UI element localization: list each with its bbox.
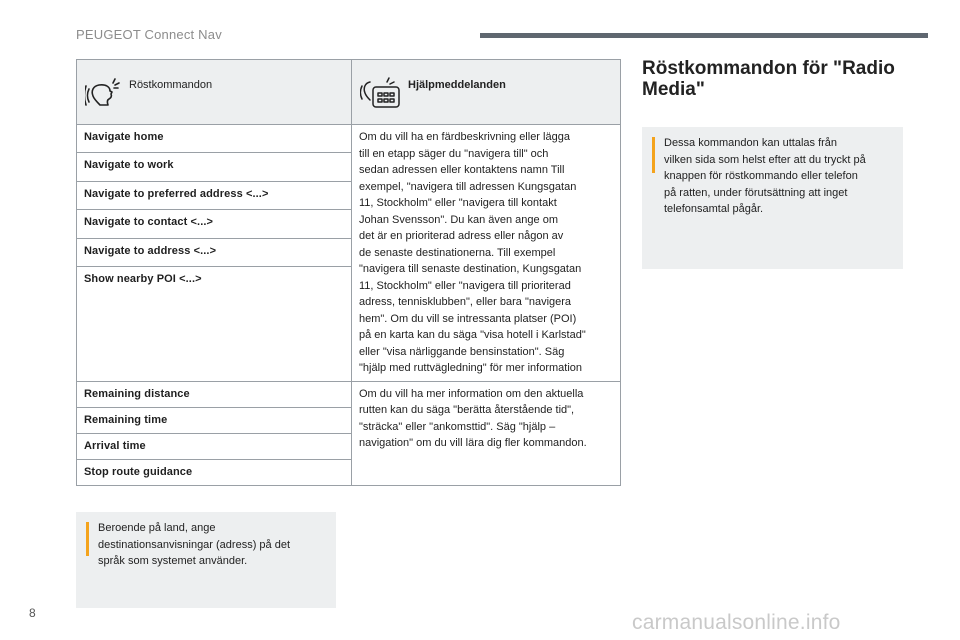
help-message-icon <box>360 74 402 110</box>
help-line: exempel, "navigera till adressen Kungsgatan <box>359 180 577 193</box>
help-line: 11, Stockholm" eller "navigera till kontakt <box>359 197 557 209</box>
command-cell: Navigate to preferred address <...> <box>77 181 352 209</box>
command-cell: Navigate to work <box>77 153 352 181</box>
note-accent-bar <box>652 137 655 173</box>
help-text-route-info <box>352 381 621 485</box>
table-header-row <box>77 60 621 125</box>
header-rule <box>480 33 928 38</box>
command-cell: Remaining distance <box>77 381 352 407</box>
command-cell: Navigate to address <...> <box>77 238 352 266</box>
section-title-line: Media" <box>642 79 705 101</box>
note-line: vilken sida som helst efter att du tryckt på <box>664 153 866 166</box>
note-line: på ratten, under förutsättning att inget <box>664 186 848 199</box>
help-line: det är en prioriterad adress eller någon av <box>359 230 564 242</box>
help-line: de senaste destinationerna. Till exempel <box>359 246 556 259</box>
note-line: destinationsanvisningar (adress) på det <box>98 538 291 551</box>
note-line: knappen för röstkommando eller telefon <box>664 170 858 182</box>
section-title-line: Röstkommandon för "Radio <box>642 58 895 79</box>
table-header-help-label: Hjälpmeddelanden <box>408 78 506 91</box>
voice-command-icon <box>85 75 123 109</box>
command-cell: Show nearby POI <...> <box>77 266 352 381</box>
page-number: 8 <box>29 606 36 620</box>
help-line: till en etapp säger du "navigera till" och <box>359 147 549 160</box>
help-line: hem". Om du vill se intressanta platser (POI) <box>359 312 577 325</box>
watermark: carmanualsonline.info <box>632 611 841 634</box>
table-row <box>77 125 621 153</box>
command-cell: Arrival time <box>77 433 352 459</box>
help-line: eller "visa närliggande bensinstation". Säg <box>359 345 565 358</box>
help-line: Om du vill ha mer information om den aktuella <box>359 387 584 400</box>
note-line: telefonsamtal pågår. <box>664 203 764 215</box>
note-line: Dessa kommandon kan uttalas från <box>664 137 838 149</box>
help-line: sedan adressen eller kontaktens namn Till <box>359 164 565 176</box>
command-cell: Remaining time <box>77 407 352 433</box>
help-line: på en karta kan du säga "visa hotell i Karlstad" <box>359 329 586 341</box>
table-header-commands <box>77 60 352 125</box>
running-header: PEUGEOT Connect Nav <box>76 27 222 42</box>
table-header-commands-label: Röstkommandon <box>129 78 213 91</box>
help-line: navigation" om du vill lära dig fler kommandon. <box>359 437 587 449</box>
help-line: "navigera till senaste destination, Kungsgatan <box>359 263 582 275</box>
help-line: adress, tennisklubben", eller bara "navigera <box>359 296 572 308</box>
command-cell: Navigate to contact <...> <box>77 210 352 238</box>
table-row <box>77 381 621 407</box>
help-line: "sträcka" eller "ankomsttid". Säg "hjälp – <box>359 420 556 433</box>
voice-command-table <box>76 59 621 486</box>
info-note-radio-media <box>642 127 903 269</box>
help-line: rutten kan du säga "berätta återstående tid", <box>359 404 575 416</box>
note-accent-bar <box>86 522 89 556</box>
help-text-navigation <box>352 125 621 382</box>
command-cell: Stop route guidance <box>77 459 352 485</box>
note-line: Beroende på land, ange <box>98 522 216 534</box>
command-cell: Navigate home <box>77 125 352 153</box>
note-line: språk som systemet använder. <box>98 555 248 567</box>
help-line: Om du vill ha en färdbeskrivning eller lägga <box>359 131 570 143</box>
help-line: 11, Stockholm" eller "navigera till prioriterad <box>359 279 571 292</box>
table-header-help <box>352 60 621 125</box>
help-line: Johan Svensson". Du kan även ange om <box>359 213 558 226</box>
info-note-language <box>76 512 336 608</box>
section-title <box>642 58 932 101</box>
help-line: "hjälp med ruttvägledning" för mer information <box>359 362 583 374</box>
